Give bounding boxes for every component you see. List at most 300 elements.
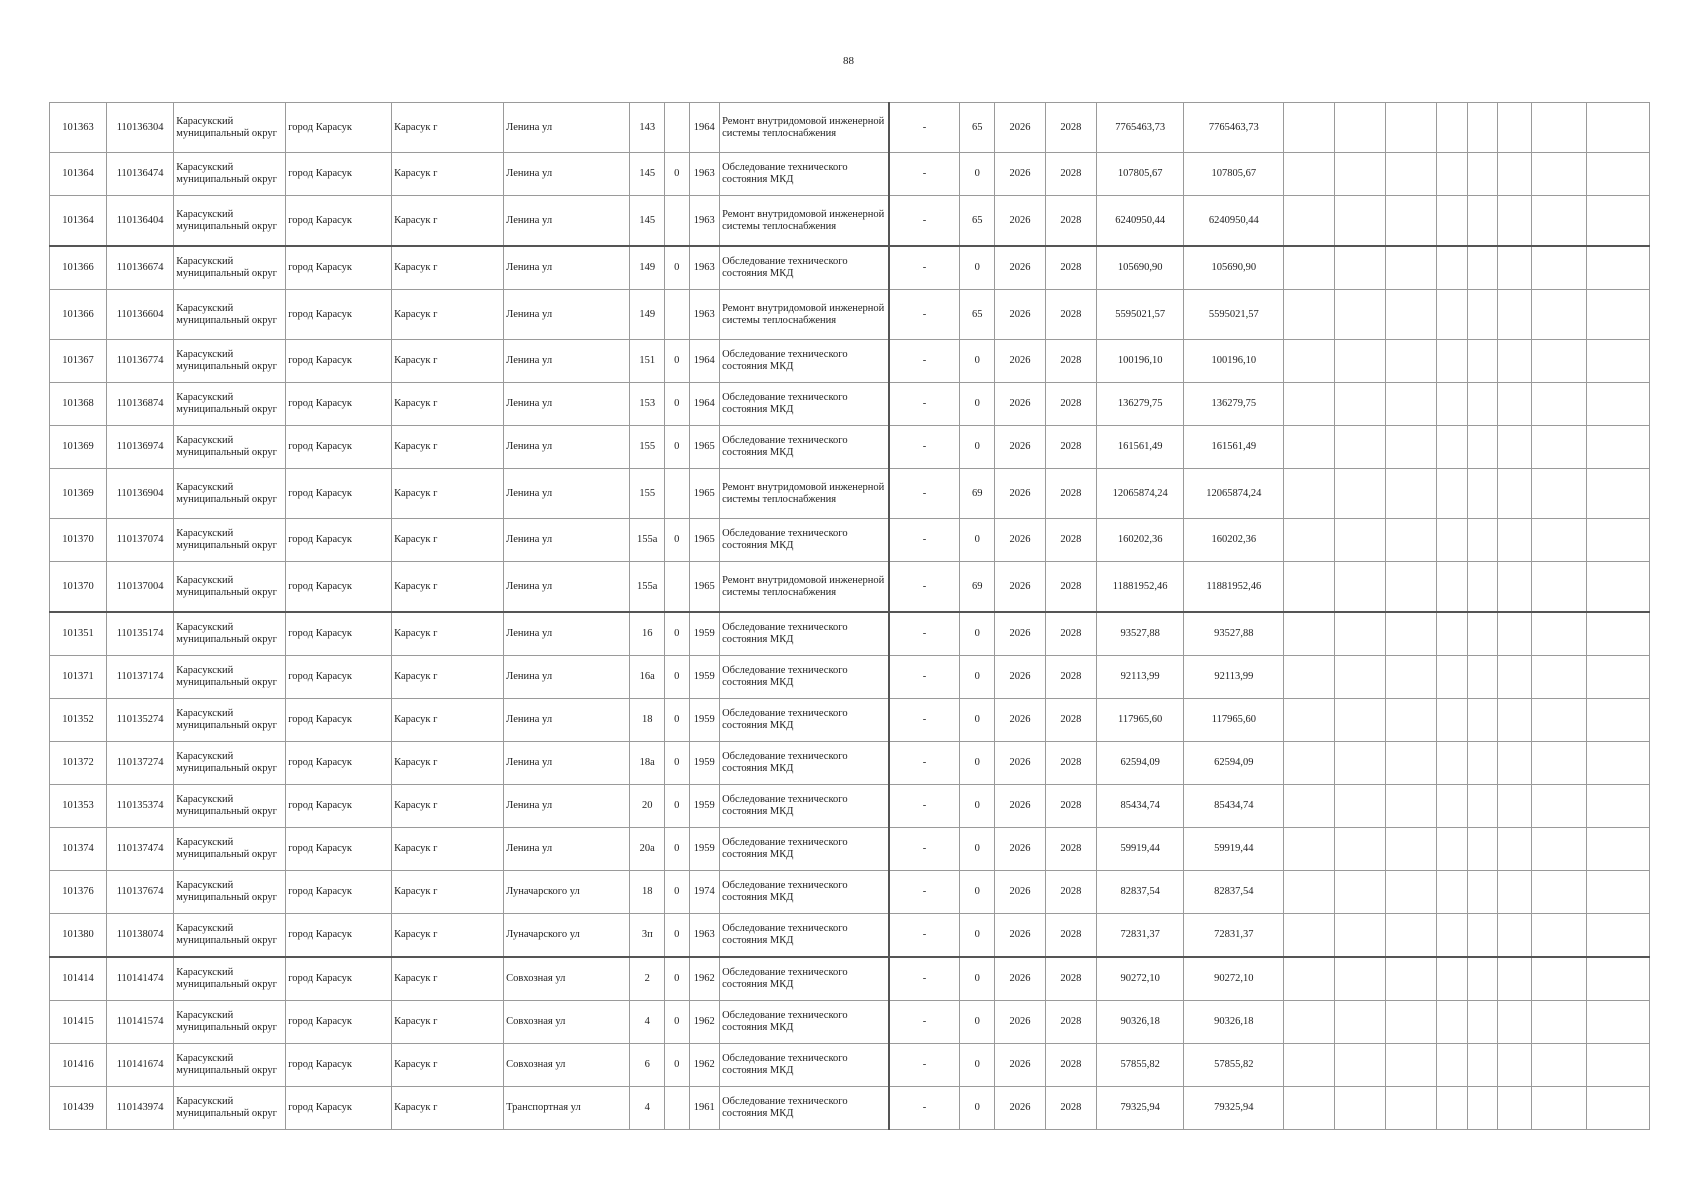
cell-street: Ленина ул: [504, 612, 630, 656]
cell-empty: [1335, 742, 1386, 785]
cell-work-type: Ремонт внутридомовой инженерной системы теплоснабжения: [720, 562, 889, 613]
cell-building-part: [665, 103, 689, 153]
cell-empty: [1467, 426, 1498, 469]
table-row: [50, 612, 1650, 656]
table-row: [50, 103, 1650, 153]
cell-empty: [1586, 519, 1649, 562]
cell-street: Ленина ул: [504, 562, 630, 613]
cell-build-year: 1963: [689, 290, 720, 340]
cell-house-number: 20а: [630, 828, 665, 871]
cell-locality: Карасук г: [392, 383, 504, 426]
cell-street: Ленина ул: [504, 828, 630, 871]
cell-empty: [1335, 519, 1386, 562]
cell-empty: [1437, 196, 1468, 247]
cell-work-type: Обследование технического состояния МКД: [720, 426, 889, 469]
cell-settlement: город Карасук: [286, 1087, 392, 1130]
cell-municipality: Карасукский муниципальный округ: [174, 196, 286, 247]
cell-cost-fund: 59919,44: [1184, 828, 1284, 871]
cell-empty: [1498, 562, 1532, 613]
cell-empty: [1284, 1087, 1335, 1130]
cell-house-number: 4: [630, 1087, 665, 1130]
cell-empty: [1386, 519, 1437, 562]
page-number: 88: [843, 55, 854, 67]
cell-empty: [1531, 340, 1586, 383]
cell-work-type: Обследование технического состояния МКД: [720, 871, 889, 914]
cell-start-year: 2026: [995, 562, 1046, 613]
cell-settlement: город Карасук: [286, 246, 392, 290]
table-body: [50, 103, 1650, 1130]
table-row: [50, 1001, 1650, 1044]
cell-cost-fund: 82837,54: [1184, 871, 1284, 914]
cell-empty: [1586, 828, 1649, 871]
cell-empty: [1335, 1044, 1386, 1087]
cell-house-number: 155: [630, 469, 665, 519]
cell-empty: [1498, 383, 1532, 426]
cell-locality: Карасук г: [392, 426, 504, 469]
cell-empty: [1498, 103, 1532, 153]
cell-empty: [1531, 957, 1586, 1001]
cell-street: Ленина ул: [504, 656, 630, 699]
cell-record-id: 101351: [50, 612, 107, 656]
cell-cost-total: 105690,90: [1096, 246, 1184, 290]
cell-unit: -: [889, 153, 960, 196]
cell-unit: -: [889, 612, 960, 656]
cell-empty: [1437, 246, 1468, 290]
cell-unit: -: [889, 871, 960, 914]
cell-cost-fund: 160202,36: [1184, 519, 1284, 562]
cell-record-id: 101371: [50, 656, 107, 699]
cell-municipality: Карасукский муниципальный округ: [174, 519, 286, 562]
cell-cost-total: 93527,88: [1096, 612, 1184, 656]
cell-house-number: 18: [630, 871, 665, 914]
cell-empty: [1284, 196, 1335, 247]
cell-cost-fund: 7765463,73: [1184, 103, 1284, 153]
cell-locality: Карасук г: [392, 612, 504, 656]
cell-empty: [1531, 612, 1586, 656]
cell-house-number: 2: [630, 957, 665, 1001]
cell-settlement: город Карасук: [286, 1001, 392, 1044]
cell-empty: [1386, 426, 1437, 469]
cell-empty: [1386, 656, 1437, 699]
cell-empty: [1586, 1044, 1649, 1087]
cell-municipality: Карасукский муниципальный округ: [174, 469, 286, 519]
cell-empty: [1335, 383, 1386, 426]
cell-work-volume: 0: [960, 871, 995, 914]
table-row: [50, 957, 1650, 1001]
cell-service-code: 110141474: [107, 957, 174, 1001]
cell-empty: [1467, 828, 1498, 871]
cell-empty: [1386, 871, 1437, 914]
cell-service-code: 110136604: [107, 290, 174, 340]
cell-building-part: [665, 1087, 689, 1130]
cell-empty: [1467, 742, 1498, 785]
cell-empty: [1284, 340, 1335, 383]
cell-work-type: Обследование технического состояния МКД: [720, 828, 889, 871]
cell-empty: [1531, 383, 1586, 426]
cell-empty: [1386, 246, 1437, 290]
cell-end-year: 2028: [1045, 469, 1096, 519]
cell-work-volume: 0: [960, 957, 995, 1001]
cell-house-number: 18: [630, 699, 665, 742]
cell-cost-total: 11881952,46: [1096, 562, 1184, 613]
table-row: [50, 1044, 1650, 1087]
cell-empty: [1437, 469, 1468, 519]
cell-end-year: 2028: [1045, 383, 1096, 426]
cell-empty: [1586, 246, 1649, 290]
cell-empty: [1531, 519, 1586, 562]
cell-end-year: 2028: [1045, 612, 1096, 656]
cell-work-type: Обследование технического состояния МКД: [720, 742, 889, 785]
cell-settlement: город Карасук: [286, 562, 392, 613]
cell-empty: [1531, 1044, 1586, 1087]
cell-empty: [1467, 785, 1498, 828]
cell-locality: Карасук г: [392, 1087, 504, 1130]
cell-end-year: 2028: [1045, 914, 1096, 958]
cell-empty: [1586, 196, 1649, 247]
cell-empty: [1335, 828, 1386, 871]
cell-locality: Карасук г: [392, 290, 504, 340]
cell-cost-total: 136279,75: [1096, 383, 1184, 426]
cell-municipality: Карасукский муниципальный округ: [174, 828, 286, 871]
cell-cost-fund: 105690,90: [1184, 246, 1284, 290]
cell-empty: [1386, 290, 1437, 340]
cell-record-id: 101370: [50, 562, 107, 613]
cell-street: Луначарского ул: [504, 914, 630, 958]
cell-building-part: [665, 196, 689, 247]
cell-end-year: 2028: [1045, 742, 1096, 785]
cell-building-part: 0: [665, 785, 689, 828]
cell-work-type: Обследование технического состояния МКД: [720, 246, 889, 290]
table-row: [50, 785, 1650, 828]
cell-settlement: город Карасук: [286, 340, 392, 383]
cell-municipality: Карасукский муниципальный округ: [174, 426, 286, 469]
cell-empty: [1531, 469, 1586, 519]
cell-empty: [1586, 742, 1649, 785]
cell-empty: [1586, 426, 1649, 469]
cell-unit: -: [889, 785, 960, 828]
cell-building-part: 0: [665, 914, 689, 958]
cell-street: Ленина ул: [504, 290, 630, 340]
cell-cost-fund: 117965,60: [1184, 699, 1284, 742]
cell-empty: [1531, 699, 1586, 742]
cell-settlement: город Карасук: [286, 103, 392, 153]
cell-work-type: Обследование технического состояния МКД: [720, 612, 889, 656]
table-row: [50, 196, 1650, 247]
cell-unit: -: [889, 742, 960, 785]
cell-street: Ленина ул: [504, 469, 630, 519]
cell-building-part: [665, 562, 689, 613]
cell-settlement: город Карасук: [286, 290, 392, 340]
cell-record-id: 101369: [50, 426, 107, 469]
cell-work-volume: 0: [960, 383, 995, 426]
cell-street: Ленина ул: [504, 699, 630, 742]
cell-municipality: Карасукский муниципальный округ: [174, 785, 286, 828]
cell-house-number: 151: [630, 340, 665, 383]
table-row: [50, 290, 1650, 340]
cell-house-number: 16а: [630, 656, 665, 699]
cell-work-type: Обследование технического состояния МКД: [720, 785, 889, 828]
cell-empty: [1335, 196, 1386, 247]
cell-build-year: 1963: [689, 914, 720, 958]
cell-start-year: 2026: [995, 340, 1046, 383]
cell-unit: -: [889, 562, 960, 613]
cell-start-year: 2026: [995, 426, 1046, 469]
cell-unit: -: [889, 103, 960, 153]
cell-empty: [1335, 612, 1386, 656]
cell-record-id: 101364: [50, 153, 107, 196]
cell-build-year: 1959: [689, 828, 720, 871]
table-row: [50, 383, 1650, 426]
cell-locality: Карасук г: [392, 656, 504, 699]
cell-settlement: город Карасук: [286, 153, 392, 196]
cell-empty: [1531, 828, 1586, 871]
table-row: [50, 914, 1650, 958]
cell-build-year: 1965: [689, 426, 720, 469]
cell-work-volume: 0: [960, 914, 995, 958]
cell-work-type: Обследование технического состояния МКД: [720, 914, 889, 958]
cell-municipality: Карасукский муниципальный округ: [174, 153, 286, 196]
cell-municipality: Карасукский муниципальный округ: [174, 383, 286, 426]
cell-start-year: 2026: [995, 785, 1046, 828]
cell-work-type: Ремонт внутридомовой инженерной системы теплоснабжения: [720, 196, 889, 247]
cell-empty: [1531, 290, 1586, 340]
cell-settlement: город Карасук: [286, 871, 392, 914]
table-row: [50, 153, 1650, 196]
cell-service-code: 110136874: [107, 383, 174, 426]
cell-build-year: 1965: [689, 562, 720, 613]
cell-end-year: 2028: [1045, 785, 1096, 828]
cell-start-year: 2026: [995, 699, 1046, 742]
cell-record-id: 101416: [50, 1044, 107, 1087]
cell-street: Ленина ул: [504, 153, 630, 196]
cell-cost-fund: 12065874,24: [1184, 469, 1284, 519]
cell-work-type: Обследование технического состояния МКД: [720, 957, 889, 1001]
table-row: [50, 562, 1650, 613]
cell-empty: [1498, 914, 1532, 958]
cell-municipality: Карасукский муниципальный округ: [174, 612, 286, 656]
cell-empty: [1467, 957, 1498, 1001]
cell-municipality: Карасукский муниципальный округ: [174, 699, 286, 742]
cell-cost-total: 79325,94: [1096, 1087, 1184, 1130]
cell-work-volume: 69: [960, 469, 995, 519]
cell-empty: [1284, 290, 1335, 340]
cell-unit: -: [889, 1087, 960, 1130]
table-row: [50, 340, 1650, 383]
cell-cost-fund: 161561,49: [1184, 426, 1284, 469]
cell-start-year: 2026: [995, 957, 1046, 1001]
cell-service-code: 110137674: [107, 871, 174, 914]
cell-empty: [1498, 153, 1532, 196]
table-row: [50, 828, 1650, 871]
cell-municipality: Карасукский муниципальный округ: [174, 871, 286, 914]
cell-start-year: 2026: [995, 656, 1046, 699]
cell-end-year: 2028: [1045, 828, 1096, 871]
cell-service-code: 110138074: [107, 914, 174, 958]
cell-settlement: город Карасук: [286, 742, 392, 785]
cell-cost-total: 100196,10: [1096, 340, 1184, 383]
cell-service-code: 110135274: [107, 699, 174, 742]
cell-empty: [1498, 785, 1532, 828]
cell-empty: [1498, 290, 1532, 340]
cell-cost-total: 160202,36: [1096, 519, 1184, 562]
cell-house-number: 155а: [630, 562, 665, 613]
cell-unit: -: [889, 828, 960, 871]
cell-empty: [1586, 153, 1649, 196]
cell-empty: [1284, 914, 1335, 958]
cell-cost-fund: 85434,74: [1184, 785, 1284, 828]
cell-build-year: 1961: [689, 1087, 720, 1130]
cell-end-year: 2028: [1045, 426, 1096, 469]
cell-build-year: 1963: [689, 196, 720, 247]
cell-locality: Карасук г: [392, 785, 504, 828]
cell-empty: [1437, 153, 1468, 196]
cell-empty: [1531, 871, 1586, 914]
cell-work-type: Ремонт внутридомовой инженерной системы теплоснабжения: [720, 469, 889, 519]
cell-empty: [1467, 656, 1498, 699]
table-row: [50, 742, 1650, 785]
cell-street: Ленина ул: [504, 426, 630, 469]
cell-service-code: 110136474: [107, 153, 174, 196]
cell-cost-total: 90272,10: [1096, 957, 1184, 1001]
cell-street: Совхозная ул: [504, 1044, 630, 1087]
cell-locality: Карасук г: [392, 519, 504, 562]
cell-empty: [1335, 1087, 1386, 1130]
cell-locality: Карасук г: [392, 828, 504, 871]
cell-house-number: 143: [630, 103, 665, 153]
cell-empty: [1498, 828, 1532, 871]
cell-build-year: 1974: [689, 871, 720, 914]
cell-empty: [1284, 742, 1335, 785]
cell-building-part: 0: [665, 383, 689, 426]
cell-empty: [1335, 103, 1386, 153]
cell-work-volume: 0: [960, 742, 995, 785]
cell-house-number: 18а: [630, 742, 665, 785]
cell-record-id: 101368: [50, 383, 107, 426]
cell-empty: [1498, 469, 1532, 519]
cell-end-year: 2028: [1045, 153, 1096, 196]
cell-end-year: 2028: [1045, 340, 1096, 383]
cell-empty: [1498, 957, 1532, 1001]
cell-empty: [1586, 469, 1649, 519]
cell-service-code: 110136774: [107, 340, 174, 383]
cell-cost-fund: 90326,18: [1184, 1001, 1284, 1044]
cell-empty: [1335, 426, 1386, 469]
cell-house-number: 20: [630, 785, 665, 828]
cell-empty: [1586, 1087, 1649, 1130]
cell-cost-total: 59919,44: [1096, 828, 1184, 871]
cell-empty: [1498, 519, 1532, 562]
cell-empty: [1531, 196, 1586, 247]
cell-empty: [1386, 196, 1437, 247]
cell-empty: [1386, 340, 1437, 383]
cell-unit: -: [889, 957, 960, 1001]
cell-start-year: 2026: [995, 103, 1046, 153]
cell-empty: [1335, 914, 1386, 958]
cell-house-number: 155а: [630, 519, 665, 562]
cell-end-year: 2028: [1045, 1001, 1096, 1044]
cell-settlement: город Карасук: [286, 519, 392, 562]
cell-empty: [1284, 246, 1335, 290]
cell-empty: [1335, 699, 1386, 742]
cell-empty: [1586, 562, 1649, 613]
cell-work-volume: 0: [960, 246, 995, 290]
cell-start-year: 2026: [995, 290, 1046, 340]
cell-building-part: 0: [665, 656, 689, 699]
cell-empty: [1531, 426, 1586, 469]
table-row: [50, 656, 1650, 699]
cell-record-id: 101380: [50, 914, 107, 958]
cell-empty: [1437, 1087, 1468, 1130]
cell-service-code: 110137074: [107, 519, 174, 562]
cell-empty: [1437, 426, 1468, 469]
cell-work-volume: 0: [960, 785, 995, 828]
cell-unit: -: [889, 519, 960, 562]
cell-start-year: 2026: [995, 742, 1046, 785]
cell-settlement: город Карасук: [286, 1044, 392, 1087]
cell-empty: [1386, 699, 1437, 742]
cell-locality: Карасук г: [392, 196, 504, 247]
cell-empty: [1386, 1001, 1437, 1044]
cell-service-code: 110141574: [107, 1001, 174, 1044]
cell-settlement: город Карасук: [286, 383, 392, 426]
cell-empty: [1586, 290, 1649, 340]
cell-start-year: 2026: [995, 519, 1046, 562]
cell-empty: [1284, 103, 1335, 153]
cell-empty: [1467, 196, 1498, 247]
cell-house-number: 16: [630, 612, 665, 656]
cell-record-id: 101352: [50, 699, 107, 742]
cell-start-year: 2026: [995, 196, 1046, 247]
cell-locality: Карасук г: [392, 914, 504, 958]
cell-building-part: 0: [665, 246, 689, 290]
cell-settlement: город Карасук: [286, 957, 392, 1001]
cell-empty: [1586, 340, 1649, 383]
cell-cost-fund: 100196,10: [1184, 340, 1284, 383]
cell-house-number: 145: [630, 196, 665, 247]
cell-build-year: 1963: [689, 246, 720, 290]
cell-record-id: 101372: [50, 742, 107, 785]
cell-start-year: 2026: [995, 1087, 1046, 1130]
cell-empty: [1386, 612, 1437, 656]
cell-empty: [1467, 340, 1498, 383]
cell-cost-total: 90326,18: [1096, 1001, 1184, 1044]
cell-municipality: Карасукский муниципальный округ: [174, 1087, 286, 1130]
cell-record-id: 101376: [50, 871, 107, 914]
cell-empty: [1437, 562, 1468, 613]
cell-record-id: 101369: [50, 469, 107, 519]
cell-empty: [1437, 699, 1468, 742]
cell-record-id: 101415: [50, 1001, 107, 1044]
cell-work-volume: 0: [960, 340, 995, 383]
cell-street: Ленина ул: [504, 196, 630, 247]
cell-empty: [1284, 519, 1335, 562]
cell-building-part: 0: [665, 519, 689, 562]
cell-start-year: 2026: [995, 383, 1046, 426]
cell-empty: [1586, 1001, 1649, 1044]
cell-build-year: 1963: [689, 153, 720, 196]
cell-cost-fund: 92113,99: [1184, 656, 1284, 699]
cell-build-year: 1965: [689, 519, 720, 562]
cell-service-code: 110136974: [107, 426, 174, 469]
cell-build-year: 1959: [689, 785, 720, 828]
cell-empty: [1335, 290, 1386, 340]
cell-empty: [1467, 1001, 1498, 1044]
cell-building-part: [665, 469, 689, 519]
cell-record-id: 101439: [50, 1087, 107, 1130]
cell-empty: [1437, 340, 1468, 383]
cell-work-volume: 0: [960, 612, 995, 656]
cell-end-year: 2028: [1045, 699, 1096, 742]
